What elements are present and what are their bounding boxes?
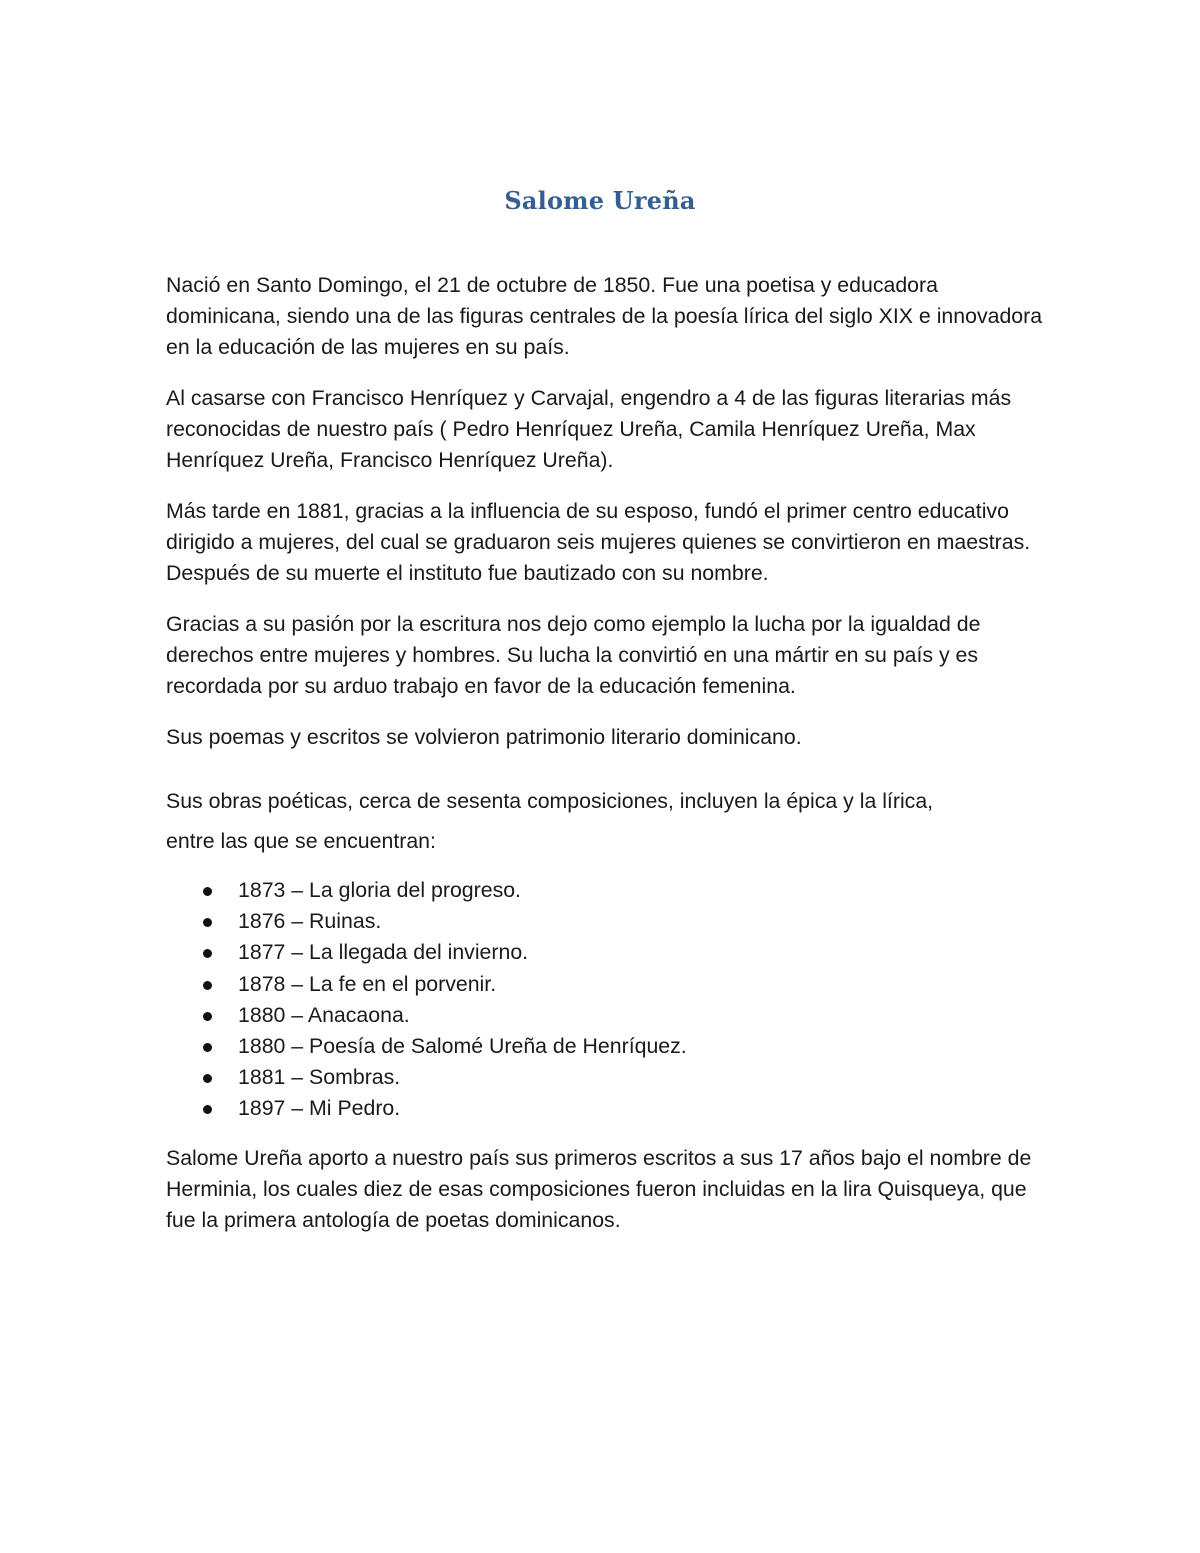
list-item-text: 1880 – Anacaona. [238, 1002, 410, 1027]
list-item-text: 1873 – La gloria del progreso. [238, 878, 521, 902]
bullet-icon [203, 887, 212, 896]
list-item-text: 1880 – Poesía de Salomé Ureña de Henríquez. [238, 1034, 687, 1059]
bullet-icon [203, 1074, 212, 1083]
bullet-icon [203, 1105, 212, 1114]
paragraph-institute: Más tarde en 1881, gracias a la influencia de su esposo, fundó el primer centro educativo dirigido a mujeres, del cual se graduaron seis mujeres quienes se convirtieron en maestras. Después de su muerte el instituto fue bautizado con su nombre. [166, 499, 1031, 585]
bullet-icon [203, 949, 212, 958]
paragraph-birth: Nació en Santo Domingo, el 21 de octubre de 1850. Fue una poetisa y educadora dominicana, siendo una de las figuras centrales de la poesía lírica del siglo XIX e innovadora en la educación de las mujeres en su país. [166, 273, 1043, 359]
list-item [166, 1000, 1046, 1031]
list-item-text: 1877 – La llegada del invierno. [238, 940, 529, 965]
works-lead: entre las que se encuentran: [166, 829, 436, 853]
list-item [166, 937, 1046, 968]
list-item-text: 1881 – Sombras. [238, 1065, 401, 1090]
bullet-icon [203, 918, 212, 927]
paragraph-heritage: Sus poemas y escritos se volvieron patrimonio literario dominicano. [166, 725, 802, 749]
bullet-icon [203, 1043, 212, 1052]
list-item-text: 1878 – La fe en el porvenir. [238, 971, 497, 996]
bullet-icon [203, 981, 212, 990]
list-item [166, 969, 1046, 1000]
works-list [166, 875, 1046, 1125]
list-item [166, 1093, 1046, 1124]
list-item-text: 1897 – Mi Pedro. [238, 1096, 401, 1121]
bullet-icon [203, 1012, 212, 1021]
paragraph-legacy: Gracias a su pasión por la escritura nos dejo como ejemplo la lucha por la igualdad de derechos entre mujeres y hombres. Su lucha la convirtió en una mártir en su país y es recordada por su arduo trabajo en favor de la educación femenina. [166, 612, 981, 698]
list-item [166, 875, 1046, 906]
document-title: Salome Ureña [504, 186, 696, 215]
list-item [166, 1031, 1046, 1062]
works-intro: Sus obras poéticas, cerca de sesenta composiciones, incluyen la épica y la lírica, [166, 789, 934, 813]
paragraph-closing: Salome Ureña aporto a nuestro país sus primeros escritos a sus 17 años bajo el nombre de Herminia, los cuales diez de esas composiciones fueron incluidas en la lira Quisqueya, que fue la primera antología de poetas dominicanos. [166, 1145, 1032, 1232]
list-item [166, 906, 1046, 937]
list-item [166, 1062, 1046, 1093]
paragraph-marriage: Al casarse con Francisco Henríquez y Carvajal, engendro a 4 de las figuras literarias más reconocidas de nuestro país ( Pedro Henríquez Ureña, Camila Henríquez Ureña, Max Henríquez Ureña, Francisco Henríquez Ureña). [166, 386, 1012, 472]
list-item-text: 1876 – Ruinas. [238, 909, 382, 934]
document-body [166, 270, 1046, 1256]
